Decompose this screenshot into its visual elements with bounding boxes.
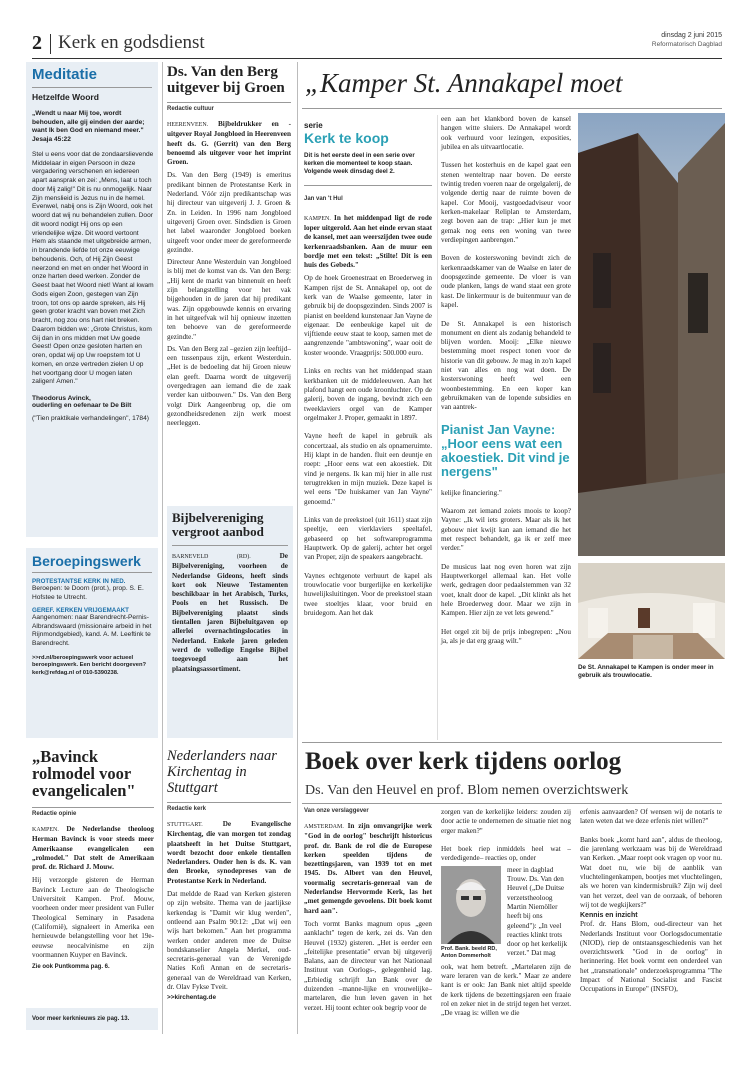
- header-date: dinsdag 2 juni 2015: [661, 32, 722, 39]
- kirchentag-body: Dat meldde de Raad van Kerken gisteren op zijn website. Thema van de jaarlijkse kerkendag is "Damit wir klug werden", ontleend aan Psalm 90:12: „Dat wij een wijs hart bekomen." Aan het programma werken onder anderen mee de Duitse bondskanselier Angela Merkel, oud-secretaris-generaal van de Verenigde Naties Kofi Annan en de secretaris-generaal van de Wereldraad van Kerken, dr. Olav Fykse Tveit.: [167, 890, 291, 992]
- kirchentag: [167, 748, 291, 1001]
- boek-c2b: meer in dagblad Trouw. Ds. Van den Heuvel („De Duitse verzetstheoloog Martin Niemöller heeft bij ons geleend"): „In veel reacties klinkt trots door op het kerkelijk verzet." Dat mag: [507, 865, 568, 958]
- bavinck-rule: [32, 807, 154, 808]
- boek-sub2: Kennis en inzicht: [580, 912, 638, 920]
- annakapel-c2b: kelijke financiering." Waarom zet iemand zoiets moois te koop? Vayne: „Ik wil iets groters. Maar als ik het gebouw niet kwijt kan aan iemand die het met respect behandelt, ga ik er zelf mee verder." De musicus laat nog even horen wat zijn Hauptwerkorgel allemaal kan. Het volle werk, gedragen door pedaalstemmen van 32 voet, knalt door de kapel. „Dit klinkt als het hele Broederweg door. Maar we zijn in Kampen. Hier zijn ze vet lets gewend." Het orgel zit bij de prijs inbegrepen: „Nou ja, als je dat erg graag wilt.": [441, 488, 571, 646]
- vdb-headline: Ds. Van den Berg uitgever bij Groen: [167, 64, 285, 96]
- annakapel-headline: „Kamper St. Annakapel moet: [305, 68, 623, 98]
- beroepingswerk-group2-text: Aangenomen: naar Barendrecht-Pernis-Albrandswaard (missionaire arbeid in het Rijnmondgebied), kand. A. M. Leeftink te Barendrecht.: [32, 614, 152, 647]
- header-paper: Reformatorisch Dagblad: [651, 41, 722, 48]
- kirchentag-link[interactable]: >>kirchentag.de: [167, 994, 217, 1002]
- meditatie-author: Theodorus Avinck,: [32, 395, 91, 403]
- annakapel-lede: In het middenpad ligt de rode loper uitgerold. Aan het einde ervan staat de kansel, met aan weerszijden twee oude kerkenraadsbanken. Aan de muur een bordje met een tekst: „Stilte! Dit is een huis des Gebeds.": [304, 213, 433, 270]
- boek-col1: [304, 808, 432, 1013]
- beroepingswerk-rule: [32, 572, 152, 573]
- vdb-byline: Redactie cultuur: [167, 106, 215, 112]
- vdb-p3: Ds. Van den Berg zal –gezien zijn leeftijd– een tussenpaus zijn, erkent Westerduin. „Het is de bedoeling dat hij Groen nieuw elan geeft. Daarna wordt de uitgeverij overgedragen aan iemand die de zaak verder kan uitbouwen." Ds. Van den Berg volgt Dirk Aangeenbrug op, die om gezondheidsredenen zijn werk moest neerleggen.: [167, 344, 291, 428]
- annakapel-rule: [302, 108, 722, 109]
- annakapel-byline: Jan van 't Hul: [304, 195, 343, 202]
- kirchentag-rule: [167, 802, 291, 803]
- street-photo: [578, 113, 725, 556]
- meditatie-body: Stel u eens voor dat de zondaarslievende Middelaar in eigen Persoon in deze vergadering verschenen en iedereen apart aansprak en zei: „Mens, laat u toch door Mij zalig!" Dit is nu onmogelijk. Naar Zijn menslieid is Jezus nu in de hemel. Evenwel, nabij ons is Zijn Woord, ook het woord dat wij nu behandelen zullen. Door dit woord nodigt Hij ons op een vriendelijke wijze. Dit woord vertoont Hem als staande met uitgebreide armen, in brandende liefde tot onze eeuwige behoudenis. Och, of Hij Zijn Geest neerzond en met en onder het Woord in onze harten deed werken. Zonder de Geest baat het Woord niet! Want al kwam Gods eigen Zoon, gestegen van Zijn troon, tot ons op aarde spreken, als Hij geen groter kracht van boven met Zich bracht, nog zou ons hart niet breken. Daarom bidden we: „Grote Christus, kom Gij dan in ons midden met Uw goede Geest! Open onze gesloten harten en oren, opdat wij op Uw roepstem tot U komen, en onze vertreden zielen U op het voortgang door U mogen laten zaligen! Amen.": [32, 150, 154, 386]
- boek-lede-block: [304, 822, 432, 916]
- beroepingswerk-content: [32, 553, 154, 677]
- vdb-dateline: HEERENVEEN.: [167, 122, 209, 128]
- meditatie-verse-ref: Jesaja 45:22: [32, 135, 71, 143]
- kirchentag-byline: Redactie kerk: [167, 806, 207, 812]
- more-news: Voor meer kerknieuws zie pag. 13.: [32, 1016, 130, 1022]
- street-photo-svg: [578, 113, 725, 556]
- boek-rule: [302, 803, 722, 804]
- beroepingswerk-label: Beroepingswerk: [32, 553, 141, 569]
- boek-top-rule: [302, 742, 722, 743]
- boek-c2c: ook, wat hem betreft. „Martelaren zijn de ware leraren van de kerk." Maar ze andere kant is er ook: Jan Bank niet altijd speelde de kerk tijdens de bezettingsjaren een fraaie rol en zeker niet in de strijd tegen het verzet. „De vraag is: willen we die: [441, 962, 571, 1018]
- interior-photo-svg: [578, 563, 725, 659]
- boek-photo-wrap: [441, 866, 503, 960]
- page-number: 2: [32, 32, 42, 54]
- bavinck-byline: Redactie opinie: [32, 811, 77, 817]
- beroepingswerk-group1: PROTESTANTSE KERK IN NED.: [32, 578, 126, 585]
- bank-caption: Prof. Bank. beeld RD, Anton Dommerholt: [441, 945, 497, 959]
- van-den-berg: [167, 64, 291, 432]
- boek-c2a: zorgen van de kerkelijke leiders: zouden zij door actie te ondernemen de situatie niet nog erger maken?" Het boek riep inmiddels heel wat –verdedigende– reacties op, onder: [441, 808, 571, 863]
- page-header: [32, 26, 722, 56]
- bavinck-dateline: KAMPEN.: [32, 827, 59, 833]
- meditatie-title: Hetzelfde Woord: [32, 92, 99, 102]
- col-divider-1: [162, 62, 163, 1034]
- header-divider: [50, 34, 51, 54]
- col-divider-2: [297, 62, 298, 1034]
- boek-subhead: Ds. Van den Heuvel en prof. Blom nemen overzichtswerk: [305, 783, 629, 798]
- bijbel-rule: [172, 545, 288, 546]
- vdb-rule: [167, 102, 291, 103]
- pull-quote: Pianist Jan Vayne: „Hoor eens wat een akoestiek. Dit vind je nergens": [441, 421, 570, 479]
- meditatie: [32, 66, 154, 422]
- meditatie-rule: [32, 87, 152, 88]
- annakapel-col2: [441, 115, 571, 647]
- bijbel-dateline: BARNEVELD (RD).: [172, 554, 251, 560]
- bijbel-body: [172, 552, 288, 674]
- vdb-lede-block: [167, 120, 291, 167]
- section-title: Kerk en godsdienst: [58, 32, 205, 53]
- beroepingswerk-footer: >>rd.nl/beroepingswerk voor actueel beroepingswerk. Een bericht doorgeven? kerk@refdag.nl of 010-5390238.: [32, 654, 147, 676]
- bijbelvereniging: [172, 511, 288, 674]
- beroepingswerk-group1-text: Beroepen: te Doorn (prot.), prop. S. E. Hofstee te Utrecht.: [32, 585, 144, 601]
- bijbel-headline: Bijbelvereniging vergroot aanbod: [172, 510, 264, 539]
- meditatie-author-role: ouderling en oefenaar te De Bilt: [32, 402, 132, 410]
- boek-c1: Toch vormt Banks magnum opus „geen aanklacht" tegen de kerk, zei ds. Van den Heuvel (1932) gisteren. „Het is eerder een „feitelijke presentatie" ervan bij uitgeverij Balans, aan de directeur van het Nationaal Instituut van Oorlogs-, gelegenheid lag. „Erbiedig schrijft Jan Bank over de duizenden –manne-lijke en vrouwelijke– martelaren, die hun leven gaven in het verzet. Hij toont echter ook begrip voor de: [304, 919, 432, 1012]
- bijbel-lede: De Bijbelvereniging, voorheen de Nederlandse Gideons, heeft sinds kort ook Nieuwe Testamenten beschikbaar in het Arabisch, Turks, Pools en het Russisch. De Bijbelvereniging plaatst sinds tientallen jaren Bijbeluitgaven op allerlei overnachtingslocaties in Nederland. Enkele jaren geleden werd de volledige Engelse Bijbel toegevoegd aan het plaatsingsassortiment.: [172, 552, 288, 673]
- beroepingswerk-group2: GEREF. KERKEN VRIJGEMAAKT: [32, 607, 129, 615]
- bavinck-body: Hij verzorgde gisteren de Herman Bavinck Lecture aan de Theologische Universiteit Kampen. Prof. Mouw, voorheen onder meer president van Fuller Theological Seminary in Pasadena (Californië), signaleert in Amerika een hernieuwde belangstelling voor het 19e-eeuwse neocalvinisme en zijn voormannen Kuyper en Bavinck.: [32, 876, 154, 959]
- vdb-p2: Directeur Anne Westerduin van Jongbloed is blij met de komst van ds. Van den Berg: „Hij kent de markt van binnenuit en heeft zijn belangstelling voor het vak bijgehouden in de jaren dat hij predikant was. Zijn opgebouwde kennis en ervaring in het uitgeefvak wil hij opnieuw inzetten ten behoeve van de gereformeerde gezindte.": [167, 258, 291, 341]
- boek-photo-row: [441, 866, 571, 960]
- annakapel-dateline: KAMPEN.: [304, 215, 331, 222]
- photo-caption: De St. Annakapel te Kampen is onder meer in gebruik als trouwlocatie.: [578, 664, 714, 679]
- boek-dateline: AMSTERDAM.: [304, 824, 344, 830]
- bank-portrait: [441, 866, 501, 944]
- boek-lede: In zijn omvangrijke werk "God in de oorlog" beschrijft historicus prof. dr. Bank de rol die de Europese kerken speelden tijdens de bezettingsjaren, van 1939 tot en met 1945. Ds. Albert van den Heuvel, voormalig secretaris-generaal van de Nederlandse Hervormde Kerk, las het „met gemengde gevoelens. Dit boek komt hard aan".: [304, 822, 433, 915]
- kirchentag-dateline: STUTTGART.: [167, 822, 203, 828]
- boek-byline: Van onze verslaggever: [304, 808, 369, 814]
- vdb-body: [167, 171, 291, 428]
- boek-headline: Boek over kerk tijdens oorlog: [305, 748, 622, 775]
- annakapel-c1: Op de hoek Groenestraat en Broederweg in Kampen rijst de St. Annakapel op, oot de kerk van de Waalse gemeente, later in gebruik bij de doopsgezinden. Sinds 2007 is pianist en beeldend kunstenaar Jan Vayne de eigenaar. De eenbeukige kapel uit de vijftiende eeuw staat te koop, samen met de aangrenzende "ambtswoning", waar ooit de koster woonde. Vraagprijs: 500.000 euro. Links en rechts van het middenpad staan kerkbanken uit de middeleeuwen. Aan het plafond hangt een oude kroonluchter. Op de galerij, boven de ingang, bevindt zich een tweeklaviers orgel van de Kamper orgelmaker J. Proper, gemaakt in 1897. Vayne heeft de kapel in gebruik als concertzaal, als studio en als opnameruimte. Hij klapt in de handen. fluit een deuntje en roept: „Hoor eens wat een akoestiek. Dit vind je nergens. Ik kan mij hier in alle rust terugtrekken in mijn muziek. Deze kapel is wel eens "De huiskamer van Jan Vayne" genoemd." Links van de preekstoel (uit 1611) staat zijn speeltje, een vierklaviers speeltafel, gebaseerd op het softwareprogramma Hauptwerk. Op de galerij, achter het orgel van Proper, zijn de speakers aangebracht. Vaynes echtgenote verhuurt de kapel als trouwlocatie voor burgerlijke en kerkelijke huwelijksluitingen. Voor de preekstoel staan twee stoeltjes klaar, voor bruid en bruidegom. Aan het dak: [304, 274, 433, 618]
- col-divider-3: [437, 115, 438, 740]
- serie-label: serie: [304, 121, 323, 130]
- meditatie-source: ("Tien praktikale verhandelingen", 1784): [32, 415, 149, 423]
- kirchentag-lede: De Evangelische Kirchentag, die van morgen tot zondag plaatsheeft in het Duitse Stuttgart, wordt bezocht door enkele tientallen Nederlanders. Onder hen is ds. K. van den Broeke, synodepreses van de Protestantse Kerk in Nederland.: [167, 820, 292, 885]
- header-rule: [32, 58, 722, 59]
- serie-rule: [304, 185, 432, 186]
- bank-portrait-svg: [441, 866, 501, 944]
- interior-photo: [578, 563, 725, 659]
- bavinck: [32, 748, 154, 970]
- kirchentag-lede-block: [167, 820, 291, 886]
- bavinck-lede-block: [32, 825, 154, 872]
- vdb-p1: Ds. Van den Berg (1949) is emeritus predikant binnen de Protestantse Kerk in Nederland. Vóór zijn predikantschap was hij directeur van uitgeverij J. J. Groen & Zn. in Leiden. In 1996 nam Jongbloed uitgeverij Groen over. Sindsdien is Groen het label waaronder Jongbloed boeken uitgeeft voor onder meer de gereformeerde gezindte.: [167, 171, 291, 254]
- meditatie-label: Meditatie: [32, 66, 98, 83]
- meditatie-verse: „Wendt u naar Mij toe, wordt behouden, alle gij einden der aarde; want Ik ben God en niemand meer.": [32, 110, 145, 135]
- boek-c3: erfenis aanvaarden? Of wensen wij de notarís te laten weten dat we deze erfenis niet willen?" Banks boek „komt hard aan", aldus de theoloog, die jarenlang werkzaam was bij de Wereldraad van Kerken. „Maar roept ook vragen op voor nu. Wat doet nu, wie bij de aanblik van vluchtelingenkampen, bootjes met vluchtelingen, als we horen van kindermisbruik? Zijn wij deel van het verzet, deel van de oorzaak, of behoren wij tot de wegkijkers?": [580, 808, 722, 909]
- serie-desc: Dit is het eerste deel in een serie over kerken die momenteel te koop staan. Volgende week dinsdag deel 2.: [304, 152, 415, 176]
- bavinck-lede: De Nederlandse theoloog Herman Bavinck is voor steeds meer Amerikaanse evangelicalen een „rolmodel." Dat stelt de Amerikaan prof. dr. Richard J. Mouw.: [32, 825, 154, 872]
- boek-col2: [441, 808, 571, 1019]
- vdb-lede: Bijbeldrukker en -uitgever Royal Jongbloed in Heerenveen heeft ds. G. (Gerrit) van den Berg benoemd als uitgever voor het imprint Groen.: [167, 120, 291, 167]
- boek-c3b: Prof. dr. Hans Blom, oud-directeur van het Nederlands Instituut voor Oorlogsdocumentatie (NIOD), riep de ontstaansgeschiedenis van het overzichtswerk "God in de oorlog" in herinnering. Het boek vormt een onderdeel van het „transnationale" onderzoeksprogramma "The Impact of National Socialist and Fascist Occupations in Europe" (INSFO),: [580, 920, 722, 994]
- annakapel-lede-block: [304, 214, 432, 271]
- kirchentag-headline: Nederlanders naar Kirchentag in Stuttgart: [167, 748, 277, 796]
- bavinck-headline: „Bavinck rolmodel voor evangelicalen": [32, 747, 136, 800]
- boek-col3: [580, 808, 722, 995]
- serie-title: Kerk te koop: [304, 130, 389, 146]
- bavinck-see: Zie ook Puntkomma pag. 6.: [32, 964, 110, 971]
- annakapel-c2: een aan het klankbord boven de kansel hangen witte sluiers. De Annakapel wordt ook verhuurd voor lezingen, exposities, jubilea en als uitvaartlocatie. Tussen het kosterhuis en de kapel gaat een stenen wenteltrap naar boven. De eerste twintig treden voeren naar de orgelgalerij, de volgende dertig naar de ruimte boven de kapel. Cor Mooij, vastgoedadviseur voor kerken-makelaar Reliplan te Amsterdam, zegt boven aan de trap: „Hier kun je met gemak nog eens een woning van twee verdiepingen aanbrengen." Boven de kosterswoning bevindt zich de kerkenraadskamer van de Waalse en later de doopsgezinde gemeente. De vloer is van oude planken, langs de wand staat een grote kast. De linkermuur is de buitenmuur van de kapel. De St. Annakapel is een historisch monument en dient als zodanig behandeld te blijven worden. Mooij: „Elke nieuwe bestemming moet respect tonen voor de historie van dit gebouw. Je mag in zo'n kapel niet van alles en nog wat doen. De kosterswoning heeft wel een woonbestemming. En een koper kan gebruikmaken van de lopende subsidies en van aantrek-: [441, 115, 571, 412]
- annakapel-col1: [304, 115, 432, 618]
